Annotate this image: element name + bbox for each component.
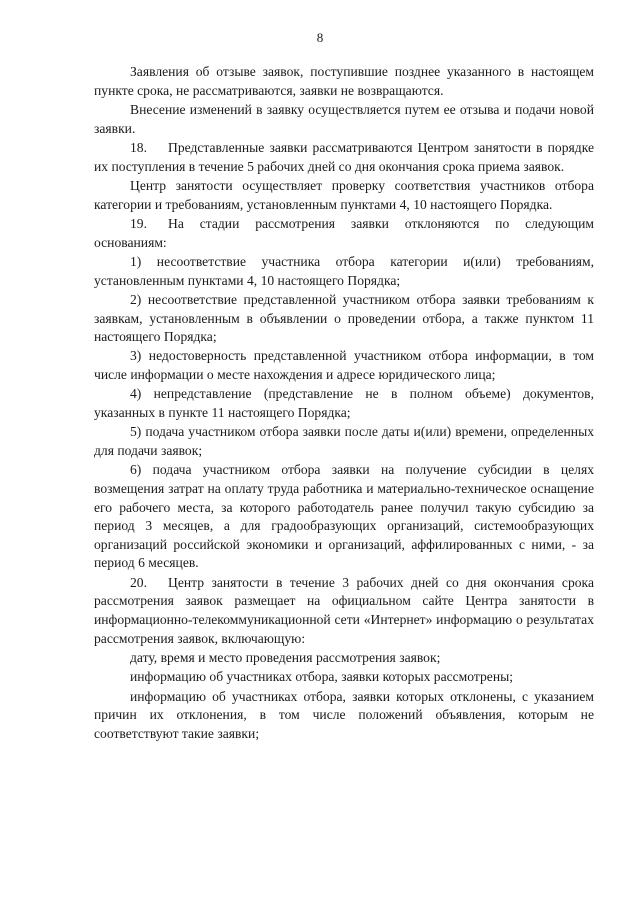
paragraph-text: Центр занятости осуществляет проверку соответствия участников отбора категории и требованиям, установленным пунктами 4, 10 настоящего Порядка. <box>94 177 594 212</box>
paragraph-text: На стадии рассмотрения заявки отклоняются по следующим основаниям: <box>94 215 594 250</box>
paragraph-text: информацию об участниках отбора, заявки которых рассмотрены; <box>130 669 514 685</box>
list-item <box>94 423 594 460</box>
paragraph <box>94 63 594 100</box>
list-item <box>94 668 594 687</box>
paragraph-number: 19. <box>130 215 147 231</box>
numbered-paragraph <box>94 139 594 176</box>
paragraph-text: Заявления об отзыве заявок, поступившие позднее указанного в настоящем пункте срока, не рассматриваются, заявки не возвращаются. <box>94 64 594 98</box>
paragraph <box>94 177 594 214</box>
numbered-paragraph <box>94 574 594 648</box>
paragraph-text: 6) подача участником отбора заявки на получение субсидии в целях возмещения затрат на оплату труда работника и материально-техническое оснащение его рабочего места, за которого работодатель ранее получил такую субсидию за период 3 месяцев, а для градообразующих организаций, системообразующих организаций российской экономики и организаций, аффилированных с ними, - за период 6 месяцев. <box>94 462 594 571</box>
list-item <box>94 385 594 422</box>
paragraph-text: 5) подача участником отбора заявки после даты и(или) времени, определенных для подачи заявок; <box>94 424 594 459</box>
list-item <box>94 253 594 290</box>
paragraph-text: 4) непредставление (представление не в полном объеме) документов, указанных в пункте 11 настоящего Порядка; <box>94 386 594 421</box>
paragraph-text: 2) несоответствие представленной участником отбора заявки требованиям к заявкам, установленным в объявлении о проведении отбора, а также пунктом 11 настоящего Порядка; <box>94 291 594 345</box>
list-item <box>94 649 594 668</box>
paragraph-number: 18. <box>130 139 147 155</box>
paragraph-text: Внесение изменений в заявку осуществляется путем ее отзыва и подачи новой заявки. <box>94 101 594 136</box>
list-item <box>94 461 594 573</box>
paragraph-number: 20. <box>130 574 147 590</box>
paragraph-text: Центр занятости в течение 3 рабочих дней со дня окончания срока рассмотрения заявок размещает на официальном сайте Центра занятости в информационно-телекоммуникационной сети «Интернет» информацию о результатах рассмотрения заявок, включающую: <box>94 574 594 646</box>
paragraph-text: 3) недостоверность представленной участником отбора информации, в том числе информации о месте нахождения и адресе юридического лица; <box>94 348 594 383</box>
paragraph-text: информацию об участниках отбора, заявки которых отклонены, с указанием причин их отклонения, в том числе положений объявления, которым не соответствуют такие заявки; <box>94 688 594 741</box>
list-item <box>94 347 594 384</box>
paragraph-text: 1) несоответствие участника отбора категории и(или) требованиям, установленным пунктами 4, 10 настоящего Порядка; <box>94 253 594 288</box>
paragraph <box>94 101 594 138</box>
paragraph-text: дату, время и место проведения рассмотрения заявок; <box>130 649 441 665</box>
list-item <box>94 688 594 744</box>
list-item <box>94 291 594 347</box>
page-number: 8 <box>316 30 324 45</box>
paragraph-text: Представленные заявки рассматриваются Центром занятости в порядке их поступления в течение 5 рабочих дней со дня окончания срока приема заявок. <box>94 139 594 174</box>
document-body <box>94 63 594 744</box>
numbered-paragraph <box>94 215 594 252</box>
